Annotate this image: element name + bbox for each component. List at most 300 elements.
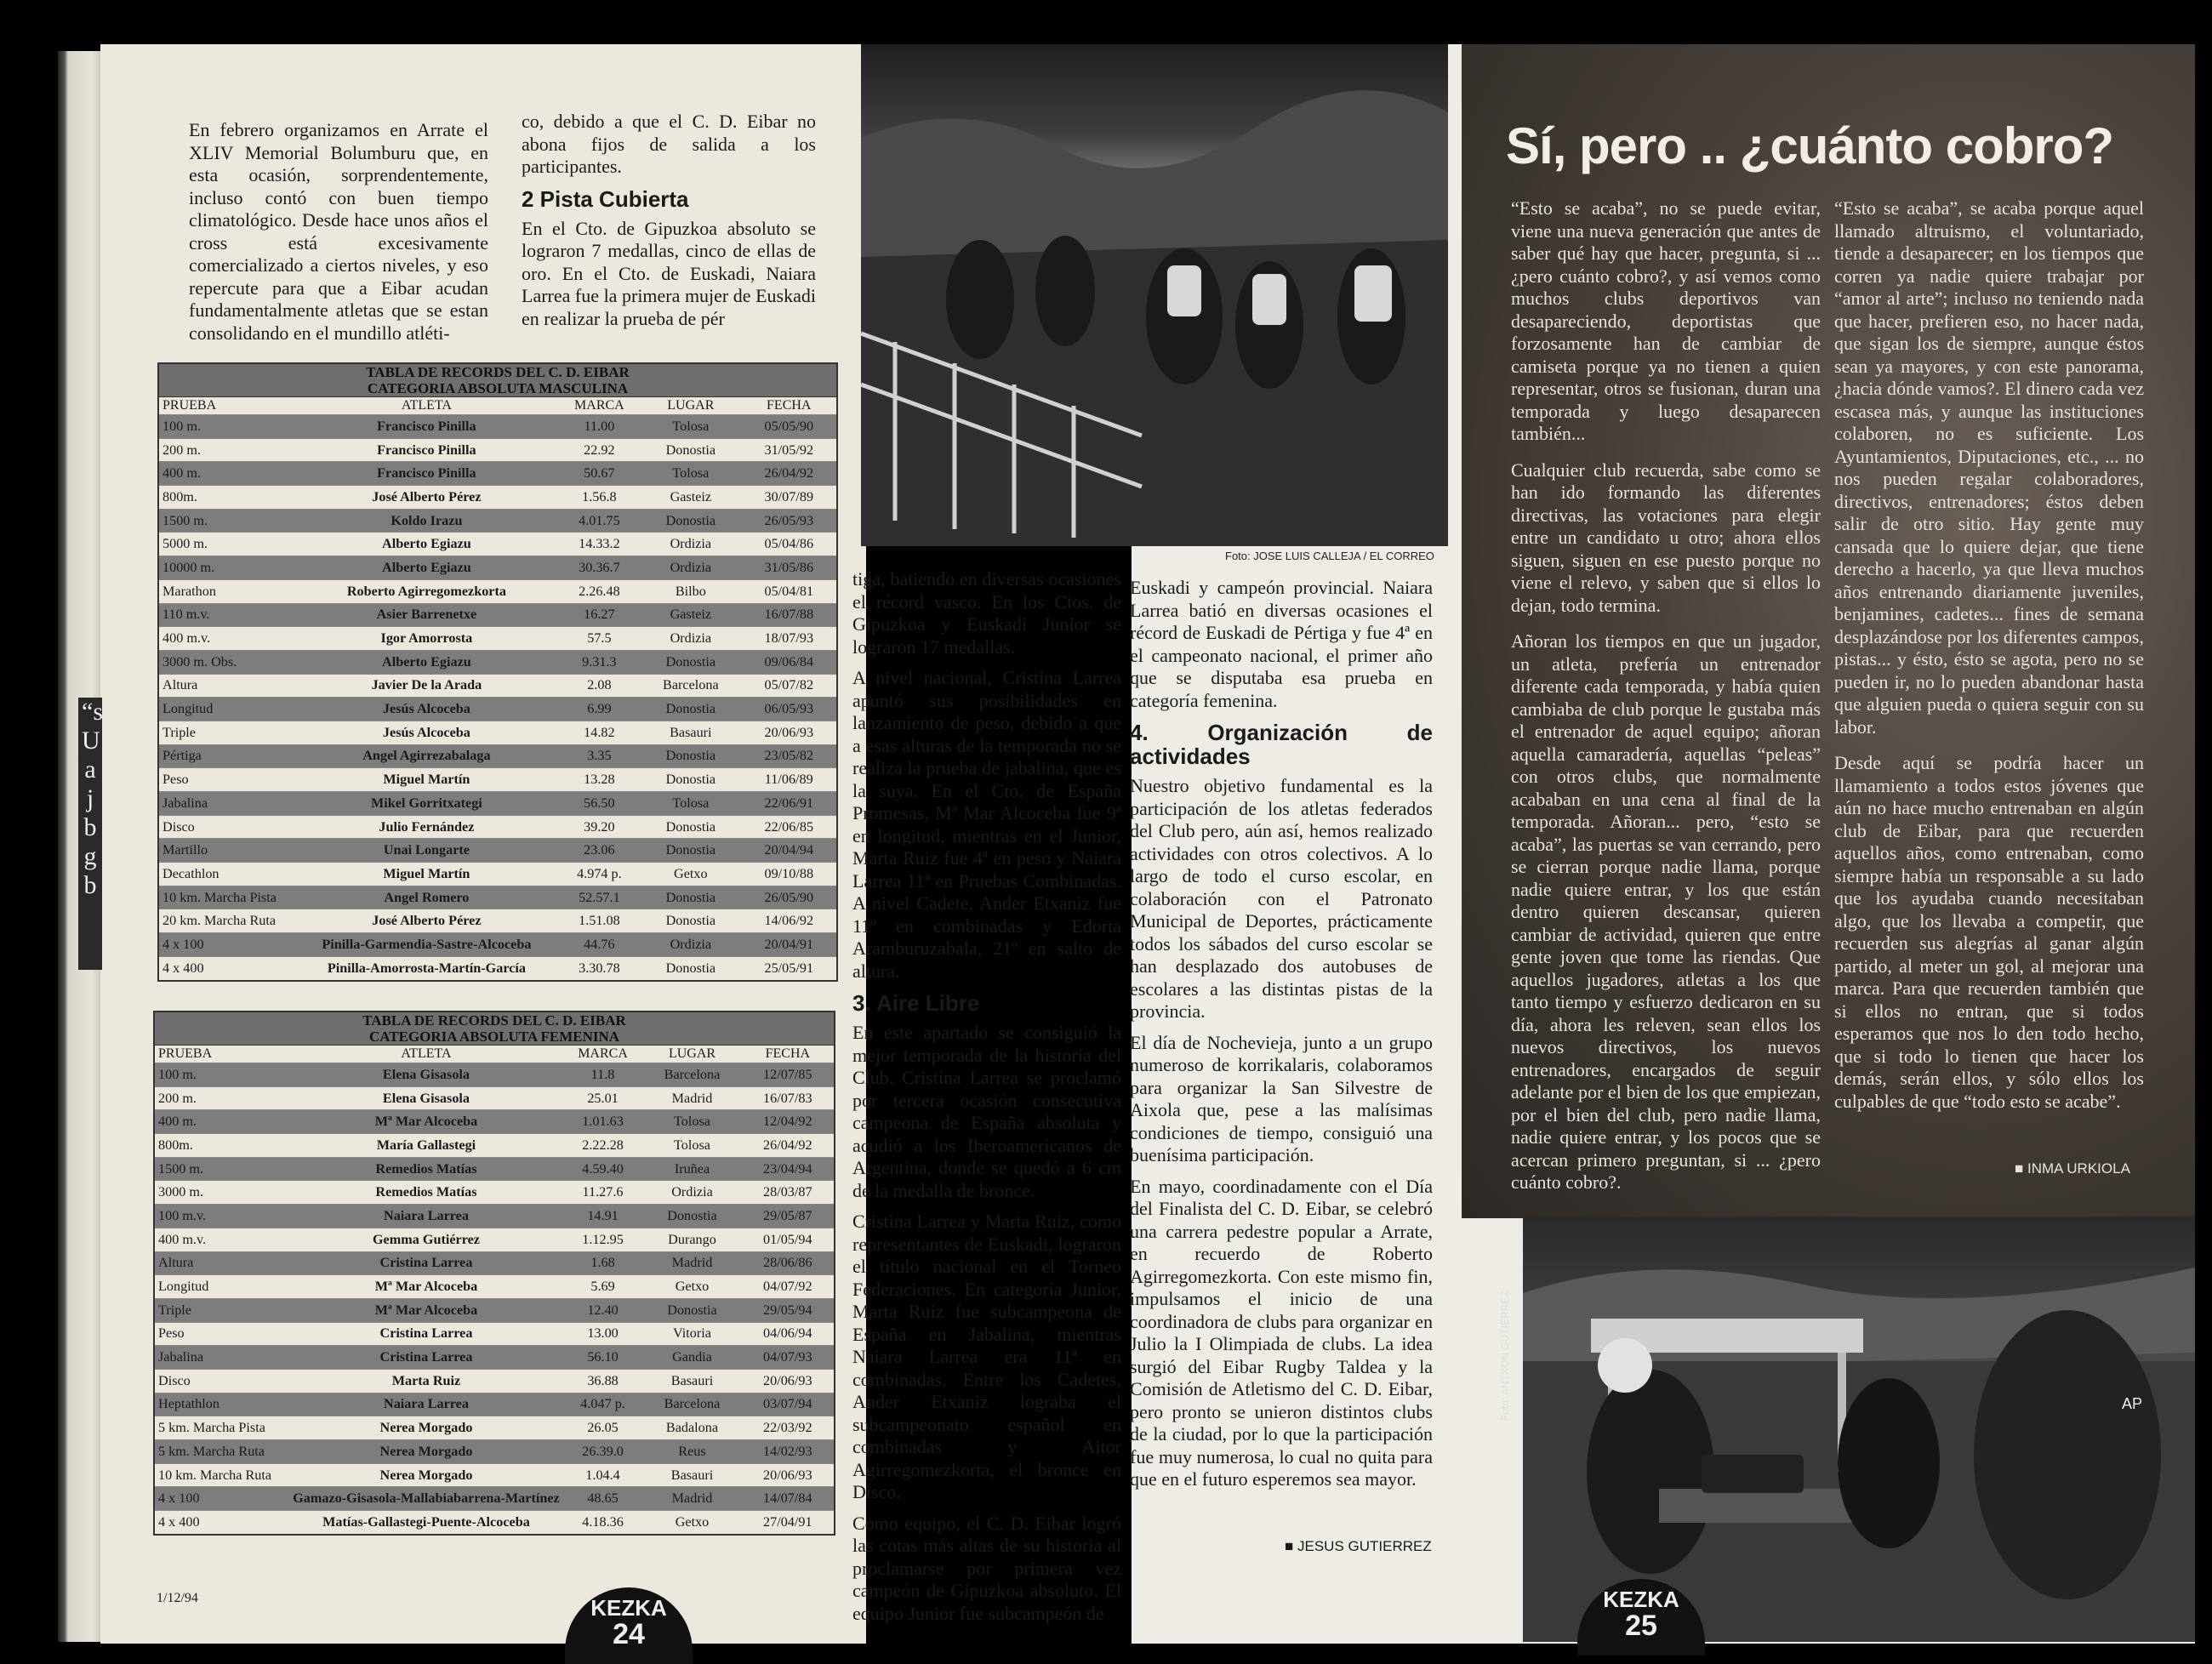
table-header-row bbox=[159, 397, 836, 415]
table-cell: 3.35 bbox=[559, 744, 641, 768]
table-cell: Barcelona bbox=[640, 674, 741, 698]
table-header-cell: MARCA bbox=[559, 397, 641, 415]
table-cell: 400 m. bbox=[155, 1110, 289, 1134]
table-row bbox=[159, 603, 836, 627]
table-row bbox=[155, 1416, 834, 1440]
table-header-cell: FECHA bbox=[742, 397, 836, 415]
magazine-label-left: KEZKA bbox=[590, 1595, 667, 1621]
table-cell: 16/07/88 bbox=[742, 603, 836, 627]
table-cell: Triple bbox=[159, 721, 294, 744]
table-cell: Pinilla-Amorrosta-Martín-García bbox=[294, 956, 558, 979]
table-header-cell: FECHA bbox=[742, 1046, 834, 1063]
table-cell: 100 m. bbox=[159, 415, 294, 439]
table-cell: Donostia bbox=[642, 1298, 741, 1322]
table-row bbox=[155, 1463, 834, 1487]
table-cell: Donostia bbox=[640, 886, 741, 909]
table-cell: 26/05/93 bbox=[742, 509, 836, 533]
table-cell: María Gallastegi bbox=[289, 1134, 563, 1158]
table-cell: 4.974 p. bbox=[559, 863, 641, 886]
table-cell: Getxo bbox=[642, 1511, 741, 1534]
table-cell: Elena Gisasola bbox=[289, 1086, 563, 1110]
table-cell: Mikel Gorritxategi bbox=[294, 792, 558, 816]
table-cell: 9.31.3 bbox=[559, 650, 641, 674]
table-cell: Tolosa bbox=[640, 462, 741, 486]
table-cell: Ordizia bbox=[642, 1181, 741, 1205]
table-cell: Nerea Morgado bbox=[289, 1463, 563, 1487]
table-cell: 26.39.0 bbox=[563, 1440, 643, 1464]
table-cell: Longitud bbox=[159, 698, 294, 721]
table-cell: José Alberto Pérez bbox=[294, 909, 558, 933]
table-cell: Remedios Matías bbox=[289, 1181, 563, 1205]
table-row bbox=[155, 1487, 834, 1511]
table-row bbox=[159, 721, 836, 744]
intro-column-2 bbox=[522, 111, 816, 339]
table-cell: 04/06/94 bbox=[742, 1322, 834, 1346]
page-number-right: 25 bbox=[1625, 1610, 1657, 1642]
table-cell: Igor Amorrosta bbox=[294, 627, 558, 651]
table-cell: 56.50 bbox=[559, 792, 641, 816]
table-cell: Reus bbox=[642, 1440, 741, 1464]
table-cell: 05/07/82 bbox=[742, 674, 836, 698]
table-cell: Pinilla-Garmendia-Sastre-Alcoceba bbox=[294, 933, 558, 957]
table-cell: Nerea Morgado bbox=[289, 1416, 563, 1440]
section-2-title: 2 Pista Cubierta bbox=[522, 185, 689, 212]
typewriter-photo-illustration bbox=[1523, 1217, 2195, 1642]
table-cell: 18/07/93 bbox=[742, 627, 836, 651]
table-cell: 14.33.2 bbox=[559, 533, 641, 556]
spine-tab bbox=[78, 698, 102, 970]
table-cell: 1.56.8 bbox=[559, 486, 641, 510]
table-cell: 31/05/86 bbox=[742, 556, 836, 580]
table-row bbox=[155, 1063, 834, 1087]
photo-tag: AP bbox=[2122, 1395, 2143, 1412]
table-cell: Nerea Morgado bbox=[289, 1440, 563, 1464]
table-cell: 01/05/94 bbox=[742, 1228, 834, 1251]
table-header-cell: LUGAR bbox=[640, 397, 741, 415]
table-cell: Disco bbox=[159, 815, 294, 839]
table-cell: 29/05/87 bbox=[742, 1205, 834, 1228]
col-a-paragraph-1: Euskadi y campeón provincial. Naiara Larrea batió en diversas ocasiones el récord de Euskadi de Pértiga y fue 4ª en el campeonato nacional, el primer año que se disputaba esa prueba en categoría femenina. bbox=[1130, 577, 1433, 711]
table-cell: 52.57.1 bbox=[559, 886, 641, 909]
table-cell: Badalona bbox=[642, 1416, 741, 1440]
table-cell: 6.99 bbox=[559, 698, 641, 721]
table-header-cell: ATLETA bbox=[294, 397, 558, 415]
table-cell: Javier De la Arada bbox=[294, 674, 558, 698]
table-cell: 1.51.08 bbox=[559, 909, 641, 933]
table-cell: Donostia bbox=[640, 839, 741, 863]
table-cell: Donostia bbox=[640, 650, 741, 674]
table-cell: Martillo bbox=[159, 839, 294, 863]
table-cell: 100 m. bbox=[155, 1063, 289, 1087]
table-cell: 10 km. Marcha Ruta bbox=[155, 1463, 289, 1487]
table-cell: 50.67 bbox=[559, 462, 641, 486]
intro-column-1 bbox=[189, 119, 488, 353]
table-men-grid bbox=[159, 396, 836, 980]
table-cell: 4 x 100 bbox=[159, 933, 294, 957]
table-cell: 20/06/93 bbox=[742, 1369, 834, 1393]
table-cell: 44.76 bbox=[559, 933, 641, 957]
col-c-paragraph-2: Desde aquí se podría hacer un llamamiento a todos estos jóvenes que aún no hace mucho entrenaban en algún club de Eibar, para que recuerden aquellos años, como entrenaban, como siempre había un responsable a su lado que los ayudaba cuando necesitaban algo, que los llevaba a competir, que recuerden sus alegrías al ganar algún partido, al meter un gol, al mejorar una marca. Para que recuerden también que si ellos no entran, que si todos esperamos que nos lo den todo hecho, que si todo lo tienen que hacer los demás, serán ellos, y sólo ellos los culpables de que “todo esto se acabe”. bbox=[1834, 752, 2144, 1112]
table-cell: Heptathlon bbox=[155, 1393, 289, 1416]
table-cell: Donostia bbox=[640, 956, 741, 979]
table-row bbox=[159, 462, 836, 486]
table-cell: 25/05/91 bbox=[742, 956, 836, 979]
table-cell: Miguel Martín bbox=[294, 768, 558, 792]
table-cell: José Alberto Pérez bbox=[294, 486, 558, 510]
table-cell: 16.27 bbox=[559, 603, 641, 627]
table-header-row bbox=[155, 1046, 834, 1063]
table-cell: 2.26.48 bbox=[559, 579, 641, 603]
table-cell: 20 km. Marcha Ruta bbox=[159, 909, 294, 933]
mid-paragraph-4: Cristina Larrea y Marta Ruiz, como representantes de Euskadi, lograron el título nacional en el Torneo Federaciones. En categoría Junior, Marta Ruiz fue subcampeona de España en Jabalina, mientras Naiara Larrea era 11ª en combinadas. Entre los Cadetes, Ander Etxaniz lograba el subcampeonato español en combinadas y Aitor Agirregomezkorta, el bronce en Disco. bbox=[852, 1211, 1121, 1502]
table-cell: Disco bbox=[155, 1369, 289, 1393]
table-cell: 20/06/93 bbox=[742, 1463, 834, 1487]
table-cell: Gasteiz bbox=[640, 486, 741, 510]
table-cell: Matías-Gallastegi-Puente-Alcoceba bbox=[289, 1511, 563, 1534]
table-row bbox=[159, 886, 836, 909]
table-row bbox=[159, 533, 836, 556]
table-cell: Donostia bbox=[642, 1205, 741, 1228]
table-cell: 4 x 400 bbox=[159, 956, 294, 979]
table-row bbox=[159, 650, 836, 674]
table-cell: 05/05/90 bbox=[742, 415, 836, 439]
table-cell: Pértiga bbox=[159, 744, 294, 768]
table-header-cell: PRUEBA bbox=[159, 397, 294, 415]
col-a-paragraph-4: En mayo, coordinadamente con el Día del Finalista del C. D. Eibar, se celebró una carrera pedestre popular a Arrate, en recuerdo de Roberto Agirregomezkorta. Con este mismo fin, impulsamos el inicio de una coordinadora de clubs para organizar en Julio la I Olimpiada de clubs. La idea surgió del Eibar Rugby Taldea y la Comisión de Atletismo del C. D. Eibar, pero pronto se unieron distintos clubs de la ciudad, por lo que la participación fue muy numerosa, lo cual no quita para que en el futuro esperemos sea mayor. bbox=[1130, 1175, 1433, 1490]
table-cell: 26/04/92 bbox=[742, 1134, 834, 1158]
table-row bbox=[155, 1275, 834, 1299]
table-men-title bbox=[159, 364, 836, 396]
table-cell: 05/04/81 bbox=[742, 579, 836, 603]
table-row bbox=[159, 486, 836, 510]
table-row bbox=[159, 815, 836, 839]
section-2-text: En el Cto. de Gipuzkoa absoluto se lograron 7 medallas, cinco de ellas de oro. En el Cto. de Euskadi, Naiara Larrea fue la primera mujer de Euskadi en realizar la prueba de pér bbox=[522, 217, 816, 329]
signature-jesus-gutierrez: JESUS GUTIERREZ bbox=[1297, 1538, 1432, 1554]
table-cell: Barcelona bbox=[642, 1393, 741, 1416]
table-cell: Miguel Martín bbox=[294, 863, 558, 886]
table-cell: 10 km. Marcha Pista bbox=[159, 886, 294, 909]
table-cell: 5 km. Marcha Ruta bbox=[155, 1440, 289, 1464]
table-cell: 5000 m. bbox=[159, 533, 294, 556]
table-cell: 12/04/92 bbox=[742, 1110, 834, 1134]
table-cell: Tolosa bbox=[642, 1110, 741, 1134]
table-row bbox=[159, 744, 836, 768]
table-row bbox=[159, 674, 836, 698]
table-header-cell: ATLETA bbox=[289, 1046, 563, 1063]
table-cell: Asier Barrenetxe bbox=[294, 603, 558, 627]
table-cell: 11.8 bbox=[563, 1063, 643, 1087]
mid-paragraph-1: tiga, batiendo en diversas ocasiones el récord vasco. En los Ctos. de Gipuzkoa y Euskadi Junior se lograron 17 medallas. bbox=[852, 568, 1121, 658]
table-cell: 5.69 bbox=[563, 1275, 643, 1299]
table-cell: Triple bbox=[155, 1298, 289, 1322]
table-men-title-line2: CATEGORIA ABSOLUTA MASCULINA bbox=[367, 380, 629, 396]
intro-paragraph-2: co, debido a que el C. D. Eibar no abona fijos de salida a los participantes. bbox=[522, 111, 816, 177]
table-row bbox=[159, 909, 836, 933]
table-cell: 1.12.95 bbox=[563, 1228, 643, 1251]
table-cell: 4 x 100 bbox=[155, 1487, 289, 1511]
table-cell: 3.30.78 bbox=[559, 956, 641, 979]
table-women-title bbox=[155, 1012, 834, 1045]
col-b-paragraph-3: Añoran los tiempos en que un jugador, un atleta, prefería un entrenador diferente cada temporada, y había quien cambiaba de club porque le gustaba más el entrenador de aquel equipo; añoran aquella camaradería, aquellas “peleas” con otros clubs, que normalmente acababan en una cena al final de la temporada. Añoran... pero, “esto se acaba”, las puertas se van cerrando, pero se cierran porque nadie llama, porque nadie quiere entrar, y los que están dentro quieren descansar, quieren cambiar de actividad, quieren que entre gente joven que tome las riendas. Que aquellos jugadores, atletas a los que tanto tiempo y esfuerzo dedicaron en su día, ahora les releven, sean ellos los nuevos directivos, los nuevos entrenadores, encargados de seguir adelante por el bien de los que empiezan, por el bien del club, pero nadie llama, nadie quiere entrar, y los pocos que se acercan primero preguntan, si ... ¿pero cuánto cobro?. bbox=[1511, 630, 1821, 1193]
col-b-paragraph-1: “Esto se acaba”, no se puede evitar, viene una nueva generación que antes de saber qué hay que hacer, pregunta, si ... ¿pero cuánto cobro?, y así vemos como muchos clubs deportivos van desapareciendo, deportistas que forzosamente han de cambiar de camiseta porque ya no tienen a quien representar, otros se fusionan, duran una temporada y luego desaparecen también... bbox=[1511, 197, 1821, 444]
table-cell: Mª Mar Alcoceba bbox=[289, 1298, 563, 1322]
table-cell: 05/04/86 bbox=[742, 533, 836, 556]
table-cell: 100 m.v. bbox=[155, 1205, 289, 1228]
col-c-paragraph-1: “Esto se acaba”, se acaba porque aquel llamado altruismo, el voluntariado, tiende a desaparecer; en los tiempos que corren ya nadie quiere trabajar por “amor al arte”; incluso no teniendo nada que hacer, prefieren eso, no hacer nada, que sigan los de siempre, aunque éstos sean ya mayores, y con este panorama, ¿hacia dónde vamos?. El dinero cada vez escasea más, y aunque las instituciones colaboren, no es suficiente. Los Ayuntamientos, Diputaciones, etc., ... no nos pueden regalar colaboradores, directivos, entrenadores; éstos deben salir de otro sitio. Hay gente muy cansada que lo quiere dejar, que tiene derecho a hacerlo, ya que lleva muchos años entrenando diariamente juveniles, benjamines, cadetes... fines de semana desplazándose por los diferentes campos, pistas... y ésto, ésto se agota, pero no se pueden ir, no lo pueden abandonar hasta que alguien pueda o quiera seguir con su labor. bbox=[1834, 197, 2144, 738]
table-row bbox=[159, 933, 836, 957]
table-cell: Madrid bbox=[642, 1086, 741, 1110]
table-row bbox=[159, 438, 836, 462]
table-cell: Donostia bbox=[640, 744, 741, 768]
table-cell: 4.047 p. bbox=[563, 1393, 643, 1416]
table-cell: Gemma Gutiérrez bbox=[289, 1228, 563, 1251]
table-cell: Ordizia bbox=[640, 556, 741, 580]
table-cell: 48.65 bbox=[563, 1487, 643, 1511]
table-cell: 14/06/92 bbox=[742, 909, 836, 933]
article-headline: Sí, pero .. ¿cuánto cobro? bbox=[1506, 117, 2114, 174]
table-cell: Jabalina bbox=[155, 1346, 289, 1370]
table-cell: 800m. bbox=[159, 486, 294, 510]
table-cell: Peso bbox=[159, 768, 294, 792]
table-cell: Ordizia bbox=[640, 627, 741, 651]
spine-text: “s U a j b g b bbox=[82, 698, 103, 899]
page-number-badge-left bbox=[565, 1587, 693, 1664]
table-cell: 20/04/94 bbox=[742, 839, 836, 863]
table-row bbox=[155, 1228, 834, 1251]
table-cell: Donostia bbox=[640, 438, 741, 462]
table-cell: Donostia bbox=[640, 698, 741, 721]
table-women-grid bbox=[155, 1045, 834, 1534]
mid-paragraph-2: A nivel nacional, Cristina Larrea apuntó sus posibilidades en lanzamiento de peso, debido a que a esas alturas de la temporada no se realiza la prueba de jabalina, que es la suya. En el Cto. de España Promesas, Mª Mar Alcoceba fue 9ª en longitud, mientras en el Junior, Marta Ruiz fue 4ª en peso y Naiara Larrea 11ª en Pruebas Combinadas. A nivel Cadete, Ander Etxaniz fue 11º en combinadas y Edorta Aramburuzabala, 21º en salto de altura. bbox=[852, 667, 1121, 982]
table-cell: 23/04/94 bbox=[742, 1157, 834, 1181]
table-cell: Gasteiz bbox=[640, 603, 741, 627]
table-cell: Bilbo bbox=[640, 579, 741, 603]
table-row bbox=[155, 1393, 834, 1416]
table-cell: Durango bbox=[642, 1228, 741, 1251]
table-cell: 10000 m. bbox=[159, 556, 294, 580]
table-row bbox=[155, 1086, 834, 1110]
table-cell: 23.06 bbox=[559, 839, 641, 863]
table-cell: 25.01 bbox=[563, 1086, 643, 1110]
table-row bbox=[159, 863, 836, 886]
table-cell: 4.01.75 bbox=[559, 509, 641, 533]
section-4-title: 4. Organización de actividades bbox=[1130, 720, 1433, 769]
table-row bbox=[159, 415, 836, 439]
table-cell: 800m. bbox=[155, 1134, 289, 1158]
table-row bbox=[155, 1110, 834, 1134]
table-cell: Tolosa bbox=[640, 415, 741, 439]
table-cell: 27/04/91 bbox=[742, 1511, 834, 1534]
intro-paragraph-1: En febrero organizamos en Arrate el XLIV Memorial Bolumburu que, en esta ocasión, sorprendentemente, incluso contó con buen tiempo climatológico. Desde hace unos años el cross está excesivamente comercializado a ciertos niveles, y eso repercute para que a Eibar acudan fundamentalmente atletas que se estan consolidando en el mundillo atléti- bbox=[189, 119, 488, 344]
table-cell: 13.00 bbox=[563, 1322, 643, 1346]
table-cell: Basauri bbox=[640, 721, 741, 744]
table-cell: 30/07/89 bbox=[742, 486, 836, 510]
table-cell: Donostia bbox=[640, 509, 741, 533]
table-cell: Donostia bbox=[640, 909, 741, 933]
table-cell: 14/07/84 bbox=[742, 1487, 834, 1511]
signature-inma-urkiola: INMA URKIOLA bbox=[2027, 1160, 2130, 1177]
date-note: 1/12/94 bbox=[157, 1591, 198, 1605]
table-cell: Cristina Larrea bbox=[289, 1346, 563, 1370]
right-column-a bbox=[1130, 577, 1433, 1500]
table-row bbox=[159, 556, 836, 580]
table-cell: Altura bbox=[159, 674, 294, 698]
table-cell: 14.82 bbox=[559, 721, 641, 744]
table-cell: 56.10 bbox=[563, 1346, 643, 1370]
table-cell: Madrid bbox=[642, 1251, 741, 1275]
table-row bbox=[155, 1298, 834, 1322]
table-cell: Getxo bbox=[640, 863, 741, 886]
table-cell: 200 m. bbox=[155, 1086, 289, 1110]
table-row bbox=[155, 1157, 834, 1181]
col-a-paragraph-3: El día de Nochevieja, junto a un grupo numeroso de korrikalaris, colaboramos para organizar la San Silvestre de Aixola que, pese a las malísimas condiciones de tiempo, consiguió una buenísima participación. bbox=[1130, 1031, 1433, 1165]
signature-a-wrap: ■ JESUS GUTIERREZ bbox=[1285, 1538, 1432, 1554]
table-header-cell: MARCA bbox=[563, 1046, 643, 1063]
typewriter-photo bbox=[1523, 1217, 2195, 1642]
table-cell: Ordizia bbox=[640, 533, 741, 556]
table-cell: Decathlon bbox=[159, 863, 294, 886]
table-cell: 26.05 bbox=[563, 1416, 643, 1440]
table-cell: 39.20 bbox=[559, 815, 641, 839]
table-cell: Cristina Larrea bbox=[289, 1322, 563, 1346]
table-cell: Basauri bbox=[642, 1463, 741, 1487]
table-cell: 400 m.v. bbox=[155, 1228, 289, 1251]
table-cell: 26/04/92 bbox=[742, 462, 836, 486]
table-women-title-line1: TABLA DE RECORDS DEL C. D. EIBAR bbox=[362, 1012, 626, 1029]
table-cell: 4.59.40 bbox=[563, 1157, 643, 1181]
table-row bbox=[159, 698, 836, 721]
table-cell: 1.04.4 bbox=[563, 1463, 643, 1487]
table-cell: 14/02/93 bbox=[742, 1440, 834, 1464]
table-cell: Francisco Pinilla bbox=[294, 462, 558, 486]
table-row bbox=[155, 1134, 834, 1158]
table-row bbox=[159, 768, 836, 792]
table-cell: 14.91 bbox=[563, 1205, 643, 1228]
table-cell: Alberto Egiazu bbox=[294, 556, 558, 580]
table-cell: 26/05/90 bbox=[742, 886, 836, 909]
race-photo-illustration bbox=[861, 44, 1448, 546]
table-cell: Elena Gisasola bbox=[289, 1063, 563, 1087]
page-number-left: 24 bbox=[613, 1618, 645, 1650]
table-row bbox=[159, 579, 836, 603]
records-table-men bbox=[157, 362, 838, 982]
typewriter-photo-credit: Foto: ANTXON GUTIERREZ bbox=[1499, 1291, 1511, 1421]
table-cell: 1500 m. bbox=[155, 1157, 289, 1181]
table-cell: 20/04/91 bbox=[742, 933, 836, 957]
mid-paragraph-5: Como equipo, el C. D. Eibar logró las cotas más altas de su historia al proclamarse por primera vez campeón de Gipuzkoa absoluto. El equipo Junior fue subcampeón de bbox=[852, 1512, 1121, 1624]
table-cell: Mª Mar Alcoceba bbox=[289, 1110, 563, 1134]
table-cell: 22/06/85 bbox=[742, 815, 836, 839]
table-cell: Angel Romero bbox=[294, 886, 558, 909]
table-cell: Naiara Larrea bbox=[289, 1205, 563, 1228]
col-a-paragraph-2: Nuestro objetivo fundamental es la participación de los atletas federados del Club pero, aún así, hemos realizado actividades con otros colectivos. A lo largo de todo el curso escolar, en colaboración con el Patronato Municipal de Deportes, prácticamente todos los sábados del curso escolar se han desplazado dos autobuses de escolares a las distintas pistas de la provincia. bbox=[1130, 775, 1433, 1022]
table-header-cell: LUGAR bbox=[642, 1046, 741, 1063]
table-cell: Roberto Agirregomezkorta bbox=[294, 579, 558, 603]
table-cell: Julio Fernández bbox=[294, 815, 558, 839]
table-row bbox=[155, 1369, 834, 1393]
table-cell: Gandia bbox=[642, 1346, 741, 1370]
table-cell: Jesús Alcoceba bbox=[294, 698, 558, 721]
table-cell: 28/06/86 bbox=[742, 1251, 834, 1275]
table-cell: Barcelona bbox=[642, 1063, 741, 1087]
table-cell: Donostia bbox=[640, 768, 741, 792]
table-cell: 400 m. bbox=[159, 462, 294, 486]
table-cell: 09/10/88 bbox=[742, 863, 836, 886]
table-cell: Jesús Alcoceba bbox=[294, 721, 558, 744]
table-row bbox=[159, 839, 836, 863]
table-cell: Madrid bbox=[642, 1487, 741, 1511]
page-number-badge-right bbox=[1577, 1579, 1705, 1655]
table-cell: 23/05/82 bbox=[742, 744, 836, 768]
table-cell: 11.00 bbox=[559, 415, 641, 439]
table-cell: Ordizia bbox=[640, 933, 741, 957]
table-cell: 06/05/93 bbox=[742, 698, 836, 721]
table-row bbox=[159, 627, 836, 651]
right-column-c bbox=[1834, 197, 2144, 1126]
table-cell: Alberto Egiazu bbox=[294, 650, 558, 674]
table-cell: 1500 m. bbox=[159, 509, 294, 533]
table-cell: Gamazo-Gisasola-Mallabiabarrena-Martínez bbox=[289, 1487, 563, 1511]
table-cell: 110 m.v. bbox=[159, 603, 294, 627]
table-cell: Marathon bbox=[159, 579, 294, 603]
table-cell: 22/06/91 bbox=[742, 792, 836, 816]
table-row bbox=[155, 1251, 834, 1275]
table-cell: Altura bbox=[155, 1251, 289, 1275]
table-cell: Mª Mar Alcoceba bbox=[289, 1275, 563, 1299]
table-cell: 09/06/84 bbox=[742, 650, 836, 674]
table-cell: 36.88 bbox=[563, 1369, 643, 1393]
table-cell: Peso bbox=[155, 1322, 289, 1346]
table-cell: 29/05/94 bbox=[742, 1298, 834, 1322]
table-cell: 22/03/92 bbox=[742, 1416, 834, 1440]
table-cell: Koldo Irazu bbox=[294, 509, 558, 533]
race-photo-credit: Foto: JOSE LUIS CALLEJA / EL CORREO bbox=[1225, 550, 1434, 562]
table-cell: 3000 m. Obs. bbox=[159, 650, 294, 674]
table-cell: 57.5 bbox=[559, 627, 641, 651]
table-cell: 04/07/93 bbox=[742, 1346, 834, 1370]
table-cell: 5 km. Marcha Pista bbox=[155, 1416, 289, 1440]
table-cell: 2.22.28 bbox=[563, 1134, 643, 1158]
signature-c-wrap: ■ INMA URKIOLA bbox=[2015, 1160, 2130, 1177]
mid-paragraph-3: En este apartado se consiguió la mejor temporada de la historia del Club. Cristina Larrea se proclamó por tercera ocasión consecutiva campeona de España absoluta y acudió a los Iberoamericanos de Argentina, donde se quedó a 6 cm de la medalla de bronce. bbox=[852, 1022, 1121, 1201]
table-row bbox=[155, 1440, 834, 1464]
table-row bbox=[159, 956, 836, 979]
table-cell: 11/06/89 bbox=[742, 768, 836, 792]
table-cell: 20/06/93 bbox=[742, 721, 836, 744]
magazine-label-right: KEZKA bbox=[1603, 1587, 1679, 1612]
table-row bbox=[155, 1346, 834, 1370]
table-cell: Getxo bbox=[642, 1275, 741, 1299]
table-women-title-line2: CATEGORIA ABSOLUTA FEMENINA bbox=[368, 1029, 620, 1045]
middle-column bbox=[852, 568, 1121, 1624]
table-cell: 31/05/92 bbox=[742, 438, 836, 462]
table-cell: 16/07/83 bbox=[742, 1086, 834, 1110]
table-cell: Marta Ruiz bbox=[289, 1369, 563, 1393]
table-cell: Angel Agirrezabalaga bbox=[294, 744, 558, 768]
section-3-title: 3. Aire Libre bbox=[852, 990, 980, 1016]
table-cell: Naiara Larrea bbox=[289, 1393, 563, 1416]
table-header-cell: PRUEBA bbox=[155, 1046, 289, 1063]
table-cell: Basauri bbox=[642, 1369, 741, 1393]
table-cell: Remedios Matías bbox=[289, 1157, 563, 1181]
table-cell: Unai Longarte bbox=[294, 839, 558, 863]
table-cell: 400 m.v. bbox=[159, 627, 294, 651]
table-row bbox=[155, 1181, 834, 1205]
table-cell: 03/07/94 bbox=[742, 1393, 834, 1416]
col-b-paragraph-2: Cualquier club recuerda, sabe como se han ido formando las diferentes directivas, las votaciones para elegir entre un candidato u otro; ahora ellos siguen, siguen en ese puesto porque no viene el relevo, y saben que si ellos lo dejan, todo termina. bbox=[1511, 459, 1821, 616]
table-cell: Cristina Larrea bbox=[289, 1251, 563, 1275]
table-cell: Tolosa bbox=[640, 792, 741, 816]
